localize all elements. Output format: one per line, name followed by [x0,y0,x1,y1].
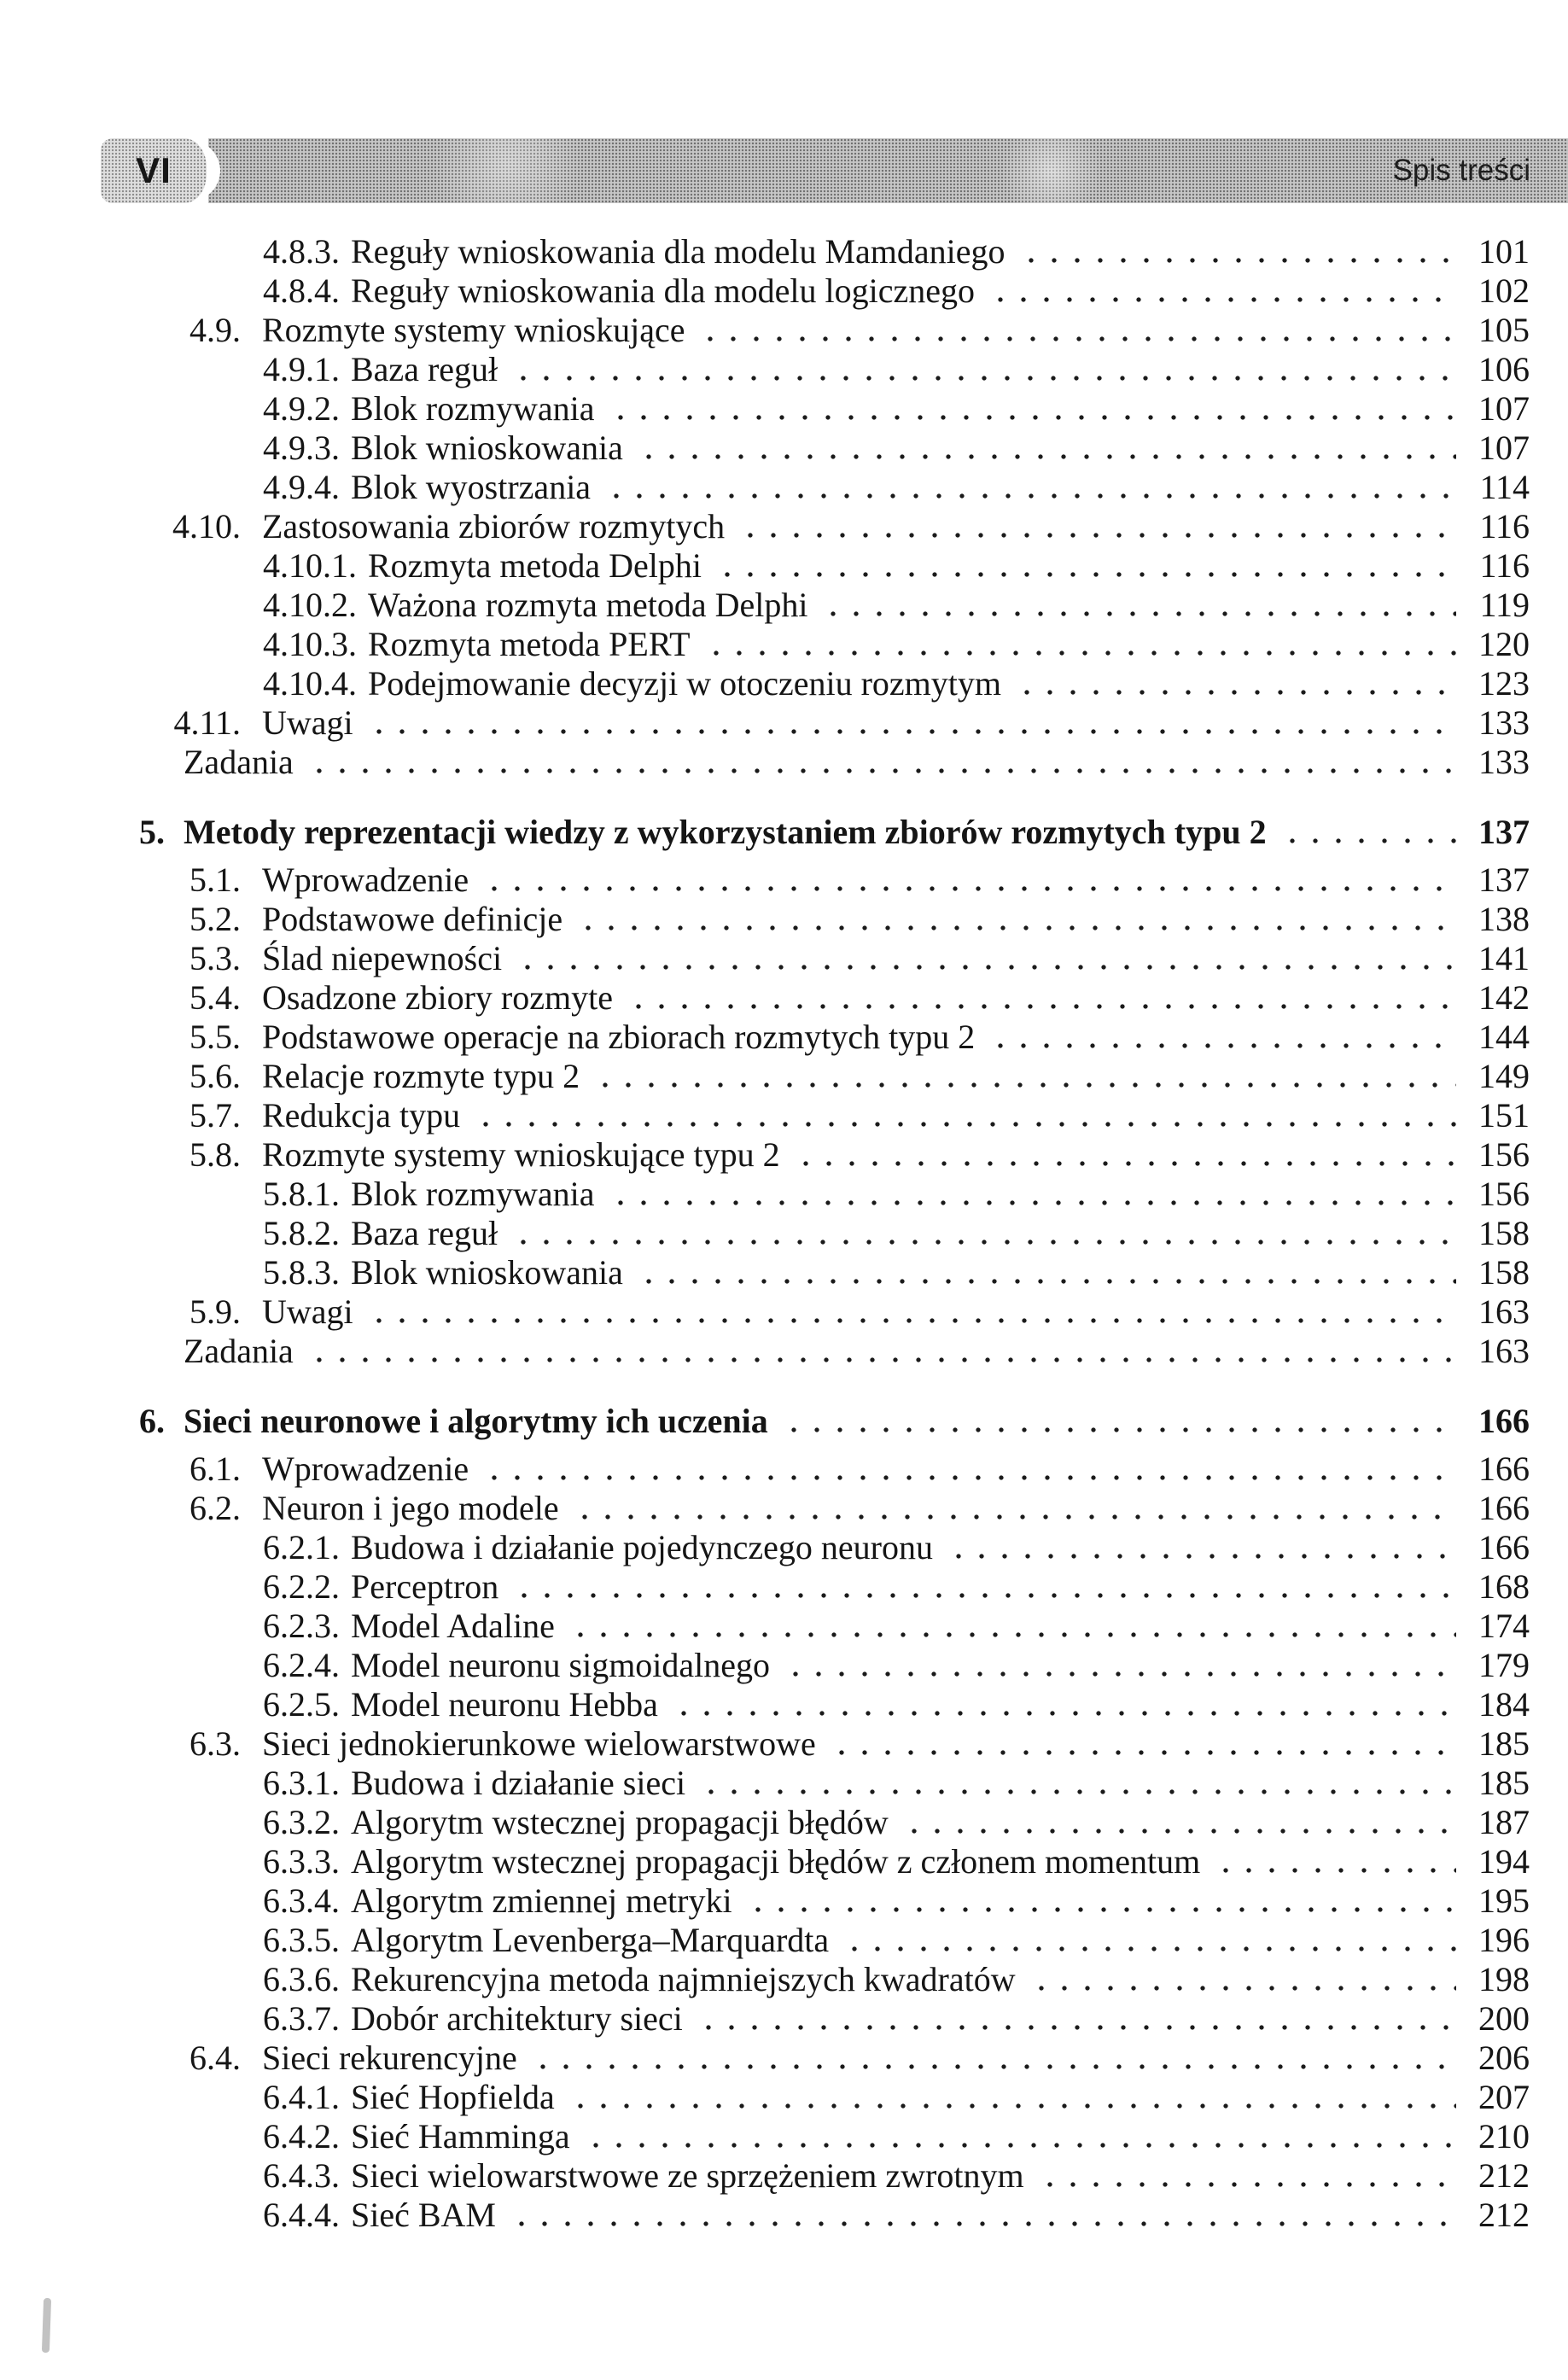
dot-leader [785,1646,1456,1685]
toc-entry-title: Baza reguł [351,1214,498,1252]
toc-entry-page: 105 [1478,311,1530,349]
toc-entry-page: 141 [1478,939,1530,977]
toc-entry [0,1999,1568,2039]
dot-leader [309,1332,1456,1371]
toc-entry [0,2039,1568,2078]
dot-leader [570,2078,1456,2117]
toc-entry-page: 137 [1478,813,1530,851]
toc-entry-title: Blok rozmywania [351,389,595,428]
toc-entry-title: Blok rozmywania [351,1175,595,1213]
toc-entry-title: Reguły wnioskowania dla modelu Mamdaniego [351,232,1006,271]
toc-entry-title: Uwagi [262,703,353,742]
toc-entry-page: 212 [1478,2196,1530,2234]
dot-leader [796,1135,1456,1175]
dot-leader [1215,1842,1456,1881]
dot-leader [1021,232,1456,271]
toc-entry [0,2156,1568,2196]
toc-entry [0,939,1568,978]
toc-entry-title: Zastosowania zbiorów rozmytych [262,507,726,545]
dot-leader [484,1450,1456,1489]
toc-entry-number: 4.9.2. [263,389,340,428]
header-band [208,138,1568,203]
toc-entry-title: Zadania [184,743,294,781]
dot-leader [595,1057,1456,1096]
dot-leader [740,507,1456,546]
dot-leader [309,743,1456,782]
toc-entry-page: 142 [1478,978,1530,1017]
toc-entry-page: 116 [1479,507,1530,545]
toc-entry-number: 4.10.4. [263,664,357,703]
toc-entry-number: 5.5. [189,1018,241,1056]
toc-entry-title: Dobór architektury sieci [351,1999,683,2038]
toc-entry-number: 6.2.1. [263,1528,340,1566]
toc-entry-title: Rozmyta metoda Delphi [368,546,702,585]
toc-entry-number: 6.3.4. [263,1881,340,1920]
toc-entry [0,1646,1568,1685]
toc-entry-number: 4.10.1. [263,546,357,585]
toc-entry-number: 6.1. [189,1450,241,1488]
toc-entry-number: 6.4.4. [263,2196,340,2234]
toc-entry-number: 5.6. [189,1057,241,1095]
toc-entry-page: 194 [1478,1842,1530,1881]
dot-leader [673,1685,1456,1724]
dot-leader [533,2039,1456,2078]
toc-entry-title: Algorytm wstecznej propagacji błędów [351,1803,889,1841]
toc-entry [0,900,1568,939]
toc-entry-title: Algorytm wstecznej propagacji błędów z członem momentum [351,1842,1201,1881]
toc-entry-number: 6.2.2. [263,1567,340,1606]
dot-leader [904,1803,1456,1842]
toc-entry-page: 133 [1478,703,1530,742]
toc-entry [0,1489,1568,1528]
toc-entry-page: 107 [1478,389,1530,428]
toc-entry-title: Model neuronu Hebba [351,1685,658,1724]
toc-entry-number: 6.4. [189,2039,241,2077]
toc-entry-page: 166 [1478,1489,1530,1527]
toc-entry-title: Ślad niepewności [262,939,503,977]
dot-leader [638,1253,1456,1292]
dot-leader [717,546,1456,586]
dot-leader [844,1921,1456,1960]
toc-entry-page: 187 [1478,1803,1530,1841]
toc-entry-title: Budowa i działanie pojedynczego neuronu [351,1528,933,1566]
toc-entry-page: 156 [1478,1135,1530,1174]
toc-entry [0,1292,1568,1332]
toc-entry-number: 5.2. [189,900,241,938]
toc-entry-page: 168 [1478,1567,1530,1606]
page-number-label: VI [136,150,172,190]
toc-entry-title: Redukcja typu [262,1096,461,1135]
toc-entry-title: Perceptron [351,1567,499,1606]
toc-entry [0,1842,1568,1881]
dot-leader [610,1175,1457,1214]
toc-entry-number: 5.3. [189,939,241,977]
dot-leader [511,2196,1456,2235]
page-header [101,138,1568,203]
dot-leader [1040,2156,1456,2196]
toc-entry-title: Ważona rozmyta metoda Delphi [368,586,808,624]
toc-entry-page: 120 [1478,625,1530,663]
dot-leader [1282,813,1456,852]
toc-entry [0,1960,1568,1999]
toc-chapter-heading [0,1402,1568,1441]
toc-entry-page: 200 [1478,1999,1530,2038]
dot-leader [484,860,1456,900]
page-number-tab [101,138,207,203]
toc-entry-number: 4.10. [172,507,241,545]
toc-chapter-heading [0,813,1568,852]
toc-entry-title: Algorytm Levenberga–Marquardta [351,1921,830,1959]
toc-entry [0,1764,1568,1803]
toc-entry [0,546,1568,586]
toc-entry [0,1607,1568,1646]
toc-entry-page: 174 [1478,1607,1530,1645]
toc-entry-number: 5.8.3. [263,1253,340,1292]
toc-entry-number: 4.9.3. [263,429,340,467]
toc-entry-page: 184 [1478,1685,1530,1724]
toc-entry-title: Sieci neuronowe i algorytmy ich uczenia [184,1402,768,1440]
toc-entry-title: Budowa i działanie sieci [351,1764,686,1802]
toc-entry-number: 6.3.2. [263,1803,340,1841]
toc-entry [0,1175,1568,1214]
toc-entry-title: Algorytm zmiennej metryki [351,1881,732,1920]
toc-entry-number: 4.9.4. [263,468,340,506]
dot-leader [638,429,1456,468]
toc-entry-title: Sieć Hamminga [351,2117,570,2155]
toc-entry-number: 5.8. [189,1135,241,1174]
toc-entry [0,2196,1568,2235]
toc-entry [0,1214,1568,1253]
toc-entry-title: Sieci rekurencyjne [262,2039,517,2077]
toc-entry-title: Blok wnioskowania [351,429,623,467]
toc-entry-page: 101 [1478,232,1530,271]
dot-leader [475,1096,1456,1135]
toc-entry-page: 137 [1478,860,1530,899]
toc-entry-title: Rozmyte systemy wnioskujące typu 2 [262,1135,780,1174]
toc-entry-page: 119 [1479,586,1530,624]
dot-leader [990,271,1456,311]
toc-entry-page: 158 [1478,1214,1530,1252]
toc-entry-number: 5. [139,813,165,851]
toc-entry-page: 158 [1478,1253,1530,1292]
toc-entry-page: 196 [1478,1921,1530,1959]
toc-entry-title: Metody reprezentacji wiedzy z wykorzystaniem zbiorów rozmytych typu 2 [184,813,1267,851]
toc-entry-title: Podstawowe operacje na zbiorach rozmytych typu 2 [262,1018,976,1056]
toc-entry-number: 4.10.2. [263,586,357,624]
toc-entry-number: 6.2.4. [263,1646,340,1684]
dot-leader [628,978,1456,1018]
toc-entry-page: 102 [1478,271,1530,310]
toc-entry-number: 6.2.3. [263,1607,340,1645]
toc-entry-title: Wprowadzenie [262,860,469,899]
toc-entry [0,1057,1568,1096]
toc-entry-page: 179 [1478,1646,1530,1684]
dot-leader [706,625,1456,664]
toc-entry-title: Sieć Hopfielda [351,2078,555,2116]
toc-entry-title: Sieci wielowarstwowe ze sprzężeniem zwrotnym [351,2156,1024,2195]
toc-entry [0,664,1568,703]
toc-entry-title: Blok wnioskowania [351,1253,623,1292]
toc-entry [0,1803,1568,1842]
toc-entry-number: 6.4.1. [263,2078,340,2116]
toc-entry-page: 107 [1478,429,1530,467]
toc-entry-title: Rekurencyjna metoda najmniejszych kwadratów [351,1960,1016,1998]
dot-leader [586,2117,1456,2156]
toc-entry [0,429,1568,468]
toc-entry-number: 6.3. [189,1724,241,1763]
toc-entry [0,1528,1568,1567]
toc-entry-page: 138 [1478,900,1530,938]
toc-entry [0,743,1568,782]
toc-entry-title: Podejmowanie decyzji w otoczeniu rozmytym [368,664,1002,703]
toc-entry [0,1253,1568,1292]
dot-leader [514,1567,1456,1607]
toc-entry-number: 4.10.3. [263,625,357,663]
toc-entry-page: 116 [1479,546,1530,585]
toc-entry-page: 212 [1478,2156,1530,2195]
toc-list [0,232,1568,2235]
toc-entry [0,1450,1568,1489]
dot-leader [698,1999,1456,2039]
toc-entry [0,232,1568,271]
dot-leader [948,1528,1456,1567]
toc-entry-number: 4.11. [173,703,241,742]
toc-entry-page: 198 [1478,1960,1530,1998]
toc-entry [0,586,1568,625]
toc-entry-page: 144 [1478,1018,1530,1056]
toc-entry-number: 4.9.1. [263,350,340,388]
toc-entry [0,350,1568,389]
dot-leader [578,900,1456,939]
toc-entry [0,271,1568,311]
toc-entry-number: 5.8.1. [263,1175,340,1213]
dot-leader [831,1724,1456,1764]
toc-entry-title: Osadzone zbiory rozmyte [262,978,613,1017]
toc-entry-title: Baza reguł [351,350,498,388]
toc-entry-title: Wprowadzenie [262,1450,469,1488]
toc-entry-number: 6.3.1. [263,1764,340,1802]
toc-entry-page: 206 [1478,2039,1530,2077]
dot-leader [748,1881,1456,1921]
toc-entry [0,1685,1568,1724]
toc-entry-page: 156 [1478,1175,1530,1213]
toc-entry-page: 151 [1478,1096,1530,1135]
toc-entry-page: 106 [1478,350,1530,388]
toc-entry-title: Blok wyostrzania [351,468,592,506]
toc-entry-number: 6.4.2. [263,2117,340,2155]
toc-entry [0,703,1568,743]
toc-entry [0,468,1568,507]
dot-leader [990,1018,1456,1057]
toc-entry-page: 133 [1478,743,1530,781]
toc-entry [0,1724,1568,1764]
toc-entry [0,507,1568,546]
dot-leader [700,311,1456,350]
toc-entry-title: Rozmyte systemy wnioskujące [262,311,685,349]
toc-entry-page: 195 [1478,1881,1530,1920]
dot-leader [610,389,1457,429]
running-head-title: Spis treści [1392,154,1530,187]
toc-entry-page: 166 [1478,1402,1530,1440]
toc-entry [0,2078,1568,2117]
scan-smudge-artifact [42,2298,51,2353]
toc-entry-number: 4.9. [189,311,241,349]
dot-leader [513,350,1456,389]
toc-entry [0,1096,1568,1135]
toc-entry-page: 114 [1479,468,1530,506]
toc-entry [0,860,1568,900]
toc-entry [0,625,1568,664]
toc-entry-number: 6.3.3. [263,1842,340,1881]
toc-entry-number: 6.2. [189,1489,241,1527]
toc-entry-number: 6.2.5. [263,1685,340,1724]
toc-entry-number: 6.3.6. [263,1960,340,1998]
dot-leader [1031,1960,1456,1999]
toc-entry [0,389,1568,429]
toc-entry-number: 6.4.3. [263,2156,340,2195]
toc-entry-page: 185 [1478,1764,1530,1802]
dot-leader [784,1402,1456,1441]
toc-entry-number: 5.8.2. [263,1214,340,1252]
toc-entry [0,1332,1568,1371]
toc-entry-title: Uwagi [262,1292,353,1331]
toc-entry-title: Model neuronu sigmoidalnego [351,1646,771,1684]
dot-leader [570,1607,1456,1646]
toc-entry-number: 5.7. [189,1096,241,1135]
toc-entry [0,1018,1568,1057]
toc-entry [0,1881,1568,1921]
toc-entry-number: 5.1. [189,860,241,899]
toc-entry-title: Podstawowe definicje [262,900,563,938]
dot-leader [1017,664,1456,703]
toc-entry-number: 6. [139,1402,165,1440]
toc-entry-title: Rozmyta metoda PERT [368,625,691,663]
toc-entry-title: Model Adaline [351,1607,555,1645]
toc-entry-number: 5.9. [189,1292,241,1331]
toc-entry [0,311,1568,350]
dot-leader [517,939,1456,978]
dot-leader [574,1489,1456,1528]
toc-entry-title: Sieci jednokierunkowe wielowarstwowe [262,1724,816,1763]
dot-leader [823,586,1456,625]
dot-leader [701,1764,1456,1803]
toc-entry-number: 6.3.7. [263,1999,340,2038]
toc-entry [0,2117,1568,2156]
toc-entry-page: 166 [1478,1528,1530,1566]
toc-entry-page: 207 [1478,2078,1530,2116]
toc-entry-title: Neuron i jego modele [262,1489,559,1527]
toc-entry-page: 163 [1478,1332,1530,1370]
toc-entry-number: 4.8.4. [263,271,340,310]
toc-entry [0,1567,1568,1607]
dot-leader [369,1292,1456,1332]
toc-entry-number: 4.8.3. [263,232,340,271]
toc-entry-title: Zadania [184,1332,294,1370]
dot-leader [606,468,1456,507]
dot-leader [513,1214,1456,1253]
toc-entry-page: 149 [1478,1057,1530,1095]
toc-entry-page: 166 [1478,1450,1530,1488]
toc-entry-title: Reguły wnioskowania dla modelu logicznego [351,271,975,310]
toc-entry [0,978,1568,1018]
toc-entry-page: 163 [1478,1292,1530,1331]
toc-entry-number: 5.4. [189,978,241,1017]
toc-entry-page: 185 [1478,1724,1530,1763]
toc-entry [0,1921,1568,1960]
toc-entry [0,1135,1568,1175]
toc-entry-number: 6.3.5. [263,1921,340,1959]
toc-entry-title: Relacje rozmyte typu 2 [262,1057,580,1095]
toc-entry-title: Sieć BAM [351,2196,496,2234]
toc-entry-page: 123 [1478,664,1530,703]
toc-entry-page: 210 [1478,2117,1530,2155]
dot-leader [369,703,1456,743]
